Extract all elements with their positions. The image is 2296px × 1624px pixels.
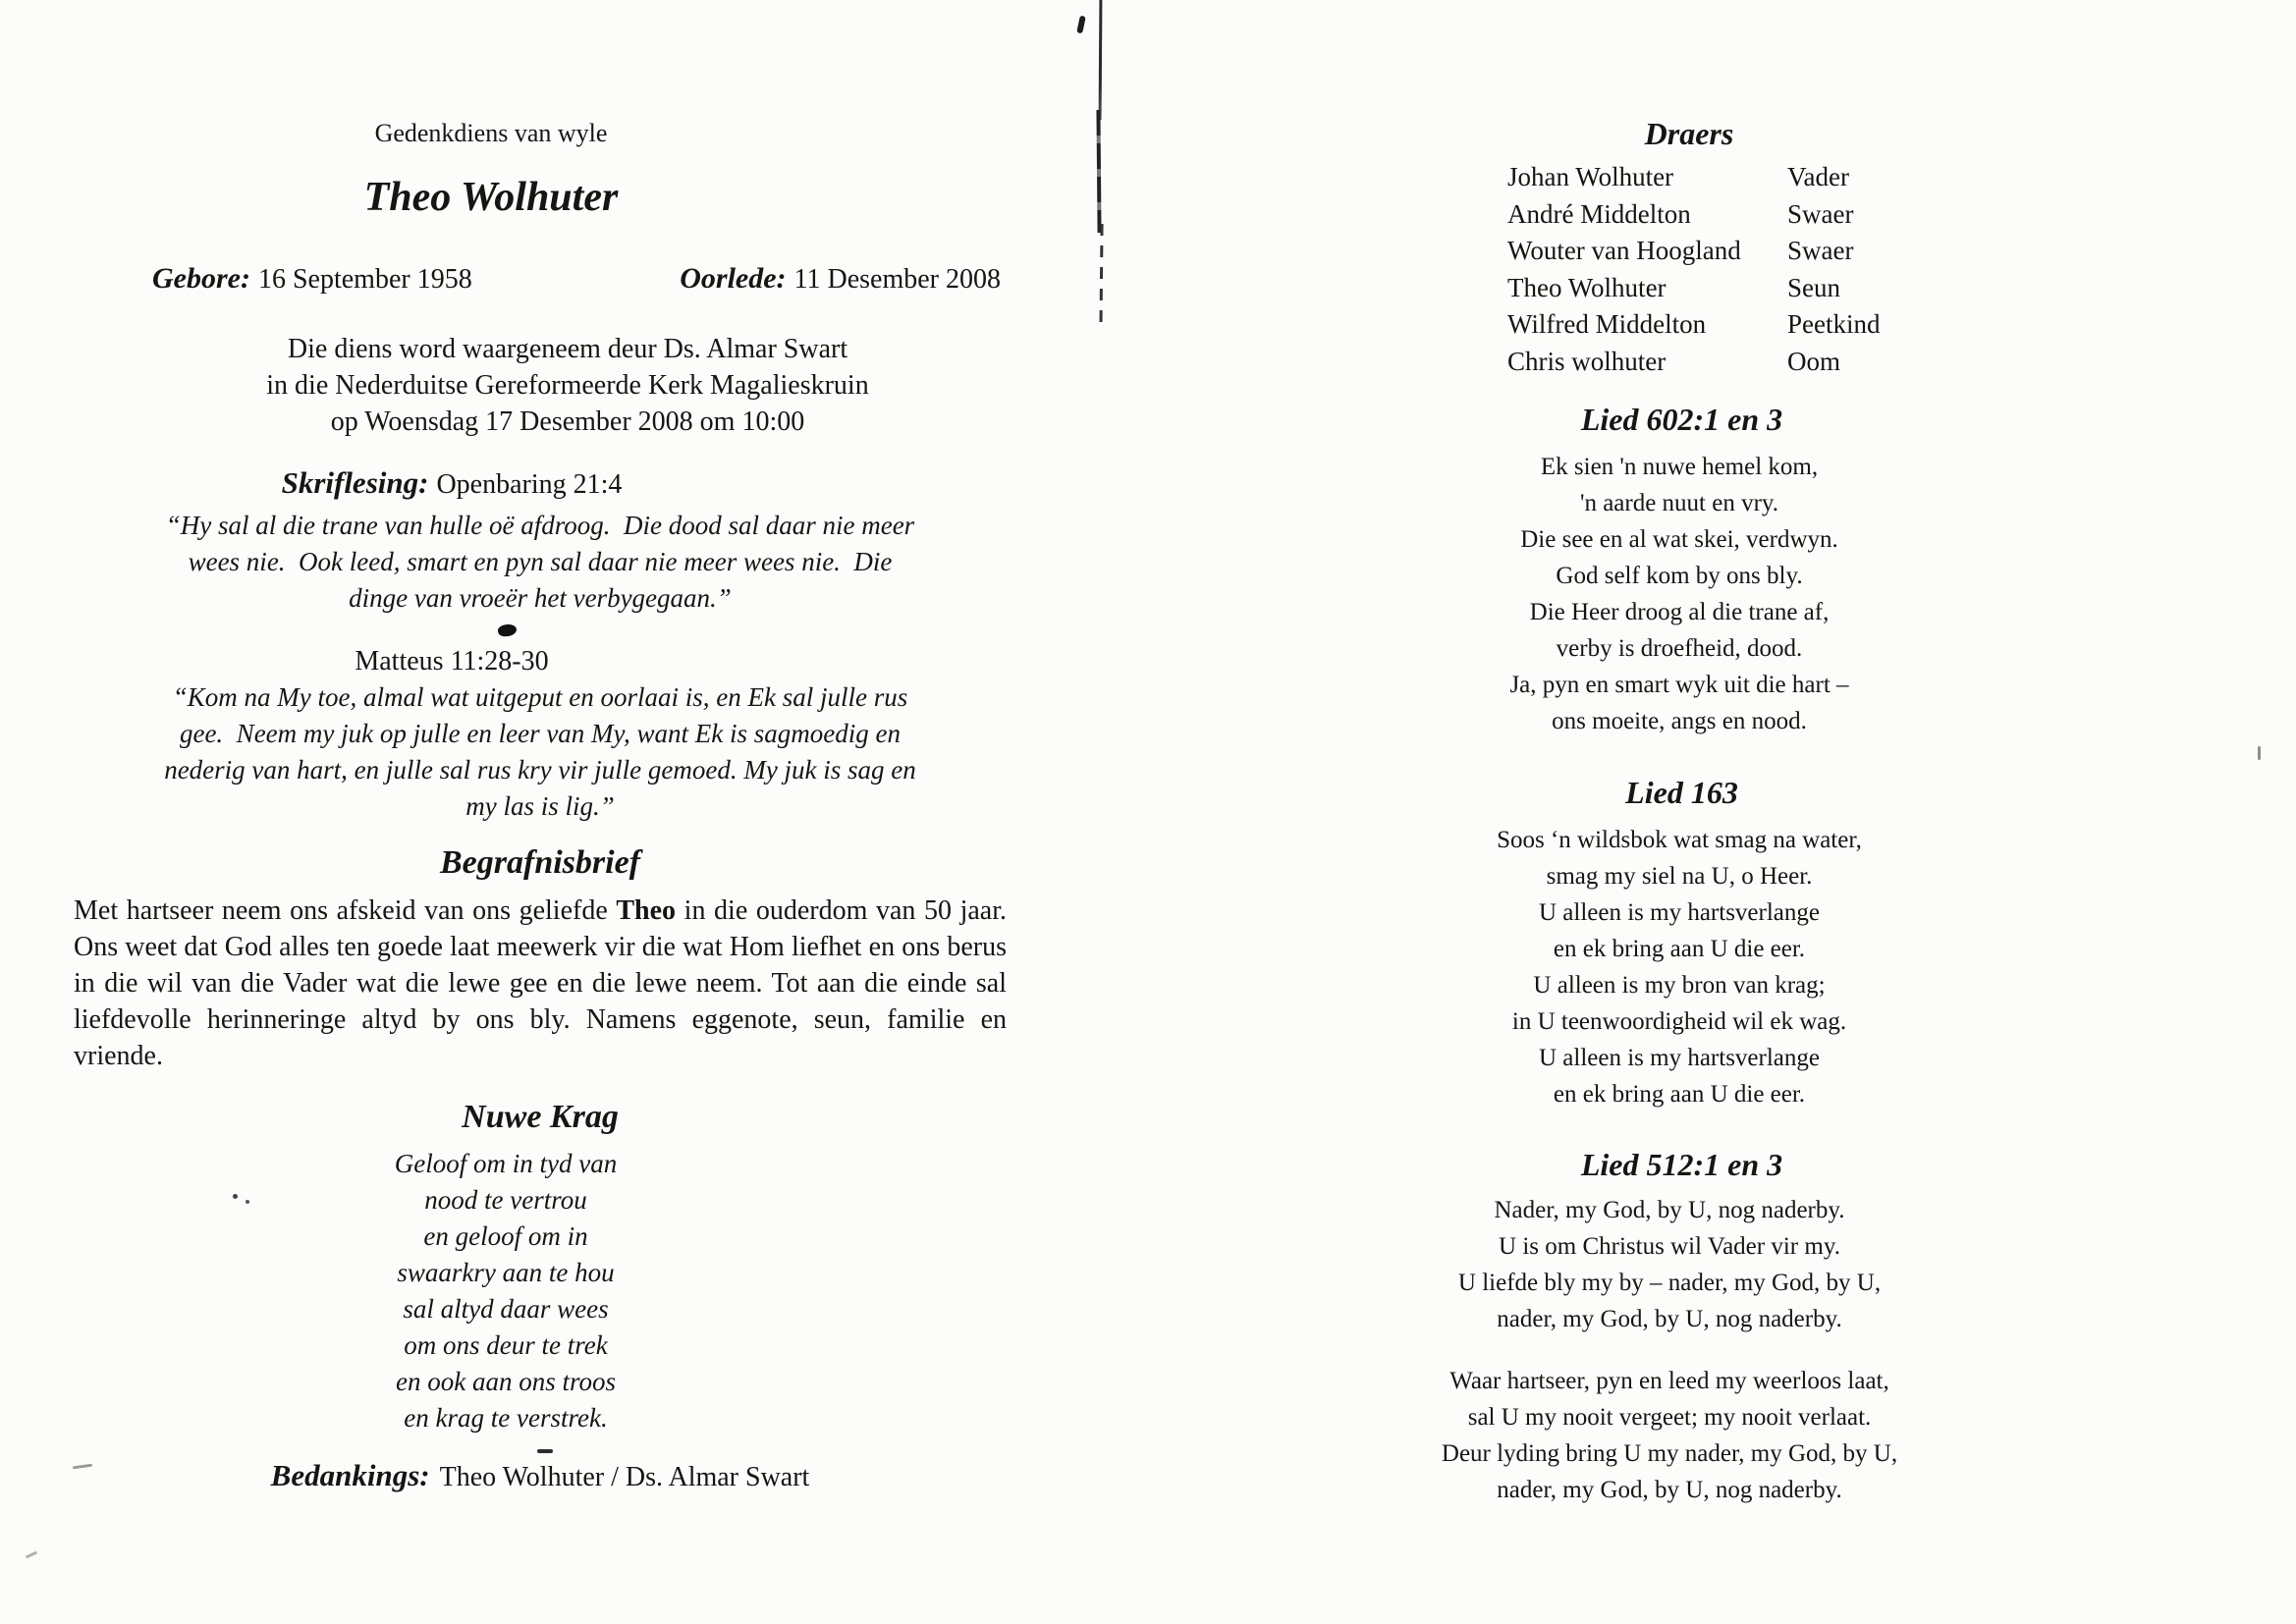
scripture-reference-matteus: Matteus 11:28-30 [355, 646, 549, 677]
quote-line: “Hy sal al die trane van hulle oë afdroog. Die dood sal daar nie meer [165, 511, 915, 540]
bearer-relation: Vader [1787, 162, 1849, 191]
born-date [152, 260, 472, 298]
poem-line: swaarkry aan te hou [397, 1258, 615, 1287]
bearer-name: Johan Wolhuter [1507, 162, 1674, 191]
obituary-heading: Begrafnisbrief [440, 844, 640, 881]
obituary-text: in die ouderdom van 50 jaar. Ons weet dat God alles ten goede laat meewerk vir die wat Hom liefhet en ons berus in die wil van die Vader wat die lewe gee en die lewe neem. Tot aan die einde sal liefdevolle herinneringe altyd by ons bly. Namens eggenote, seun, familie en vriende. [74, 895, 1008, 1071]
quote-line: wees nie. Ook leed, smart en pyn sal daar nie meer wees nie. Die [188, 547, 893, 576]
hymn-163 [1414, 822, 1944, 1112]
hymn-line: sal U my nooit vergeet; my nooit verlaat. [1467, 1404, 1872, 1431]
died-date [680, 260, 1001, 298]
bearers-list [1507, 159, 1944, 380]
deceased-name-title: Theo Wolhuter [363, 175, 619, 220]
hymn-line: U liefde bly my by – nader, my God, by U, [1457, 1270, 1882, 1296]
poem-line: en ook aan ons troos [396, 1367, 616, 1396]
hymn-512 [1394, 1192, 1944, 1508]
hymn-line: en ek bring aan U die eer. [1553, 936, 1806, 962]
hymn-line: Soos ‘n wildsbok wat smag na water, [1497, 827, 1862, 853]
died-label: Oorlede: [680, 262, 787, 295]
scripture-label: Skriflesing: [281, 465, 429, 500]
hymn-heading-512: Lied 512:1 en 3 [1580, 1147, 1783, 1182]
hymn-line: en ek bring aan U die eer. [1553, 1081, 1806, 1108]
hymn-line: 'n aarde nuut en vry. [1579, 490, 1779, 516]
poem-heading: Nuwe Krag [462, 1099, 619, 1135]
hymn-stanza [1394, 1363, 1944, 1508]
hymn-line: smag my siel na U, o Heer. [1546, 863, 1813, 890]
hymn-line: Waar hartseer, pyn en leed my weerloos laat, [1449, 1368, 1889, 1394]
poem-line: nood te vertrou [424, 1185, 587, 1215]
bearer-relation: Swaer [1787, 198, 1854, 229]
poem-line: Geloof om in tyd van [394, 1149, 618, 1178]
thanks-label: Bedankings: [270, 1458, 430, 1492]
quote-line: my las is lig.” [465, 791, 615, 821]
bearer-name: André Middelton [1507, 198, 1691, 229]
obituary-paragraph [74, 893, 1007, 1074]
hymn-line: ons moeite, angs en nood. [1552, 708, 1807, 734]
poem-line: sal altyd daar wees [403, 1294, 609, 1324]
right-page [1394, 0, 1944, 1624]
hymn-line: Ek sien 'n nuwe hemel kom, [1540, 454, 1819, 480]
service-line: in die Nederduitse Gereformeerde Kerk Magalieskruin [266, 370, 869, 401]
scripture-quote-matteus [74, 679, 1007, 825]
bearer-name: Wilfred Middelton [1507, 309, 1707, 339]
hymn-line: U is om Christus wil Vader vir my. [1499, 1233, 1840, 1260]
hymn-line: nader, my God, by U, nog naderby. [1497, 1477, 1842, 1503]
hymn-heading-602: Lied 602:1 en 3 [1580, 402, 1783, 437]
bearer-relation: Swaer [1787, 236, 1854, 265]
dates-row [74, 260, 1007, 298]
thanks-line [74, 1457, 1007, 1495]
scan-speck [26, 1551, 37, 1559]
fold-crease-mark [1099, 0, 1103, 120]
left-page [74, 0, 1007, 1624]
memorial-service-label: Gedenkdiens van wyle [374, 119, 608, 147]
hymn-line: in U teenwoordigheid wil ek wag. [1511, 1008, 1847, 1035]
hymn-line: Ja, pyn en smart wyk uit die hart – [1509, 672, 1849, 698]
bearers-heading: Draers [1644, 116, 1734, 151]
hymn-line: Deur lyding bring U my nader, my God, by U, [1441, 1440, 1898, 1467]
born-value: 16 September 1958 [257, 264, 472, 295]
poem-line: om ons deur te trek [404, 1330, 608, 1360]
fold-crease-mark [1096, 110, 1101, 233]
hymn-line: nader, my God, by U, nog naderby. [1497, 1306, 1842, 1332]
quote-line: dinge van vroeër het verbygegaan.” [349, 583, 732, 613]
thanks-value: Theo Wolhuter / Ds. Almar Swart [439, 1462, 810, 1492]
service-line: Die diens word waargeneem deur Ds. Almar Swart [287, 334, 848, 364]
bearer-row [1507, 233, 1944, 270]
poem [74, 1146, 938, 1436]
hymn-line: U alleen is my hartsverlange [1538, 899, 1820, 926]
bearer-name: Theo Wolhuter [1507, 272, 1667, 302]
hymn-line: verby is droefheid, dood. [1556, 635, 1803, 662]
scan-speck [2258, 746, 2261, 760]
hymn-602 [1414, 449, 1944, 739]
bearer-relation: Seun [1787, 272, 1840, 302]
obituary-text: Met hartseer neem ons afskeid van ons geliefde [74, 895, 617, 926]
hymn-line: God self kom by ons bly. [1556, 563, 1803, 589]
hymn-line: U alleen is my bron van krag; [1533, 972, 1826, 999]
born-label: Gebore: [152, 262, 250, 295]
hymn-line: Die Heer droog al die trane af, [1529, 599, 1830, 625]
bearer-name: Chris wolhuter [1507, 346, 1667, 376]
quote-line: nederig van hart, en julle sal rus kry vir julle gemoed. My juk is sag en [164, 755, 916, 785]
bearer-row [1507, 270, 1944, 307]
quote-line: “Kom na My toe, almal wat uitgeput en oorlaai is, en Ek sal julle rus [172, 682, 908, 712]
hymn-heading-163: Lied 163 [1625, 775, 1738, 810]
hymn-line: Die see en al wat skei, verdwyn. [1520, 526, 1838, 553]
scan-speck [1076, 16, 1086, 34]
hymn-line: Nader, my God, by U, nog naderby. [1494, 1197, 1845, 1223]
bearer-row [1507, 344, 1944, 381]
died-value: 11 Desember 2008 [793, 264, 1001, 295]
service-line: op Woensdag 17 Desember 2008 om 10:00 [330, 406, 805, 437]
bearer-row [1507, 159, 1944, 196]
scripture-quote-openbaring [74, 508, 1007, 617]
quote-line: gee. Neem my juk op julle en leer van My, want Ek is sagmoedig en [179, 719, 902, 748]
poem-line: en geloof om in [423, 1221, 588, 1251]
hymn-stanza [1394, 1192, 1944, 1337]
bearer-relation: Peetkind [1787, 309, 1881, 339]
service-details [129, 331, 1007, 440]
bearer-name: Wouter van Hoogland [1507, 236, 1741, 265]
bearer-relation: Oom [1787, 346, 1840, 376]
bearer-row [1507, 196, 1944, 234]
hymn-line: U alleen is my hartsverlange [1538, 1045, 1820, 1071]
poem-line: en krag te verstrek. [404, 1403, 608, 1433]
obituary-name-bold: Theo [616, 895, 677, 926]
bearer-row [1507, 306, 1944, 344]
fold-crease-mark [1099, 224, 1103, 332]
scripture-reading-heading [74, 464, 830, 503]
scripture-reference: Openbaring 21:4 [436, 469, 623, 500]
